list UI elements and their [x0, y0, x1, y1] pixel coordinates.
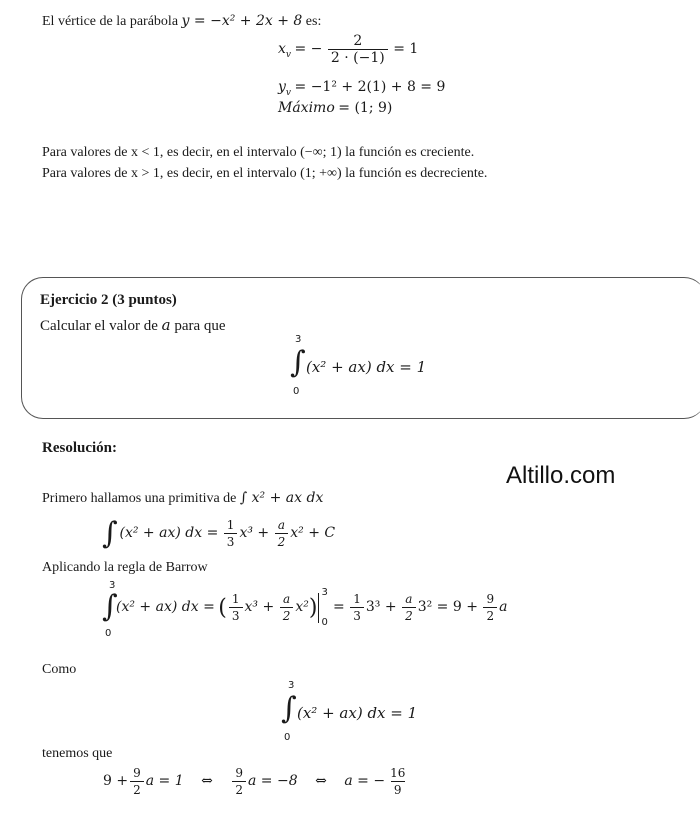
- final-equations: [103, 766, 410, 798]
- frac-den: 2: [483, 607, 497, 624]
- yv-expression: = −1² + 2(1) + 8 = 9: [294, 79, 446, 95]
- definite-integral: [102, 580, 542, 642]
- def-frac-3: [350, 592, 364, 624]
- prompt-suffix: para que: [174, 318, 226, 334]
- frac-num: 9: [486, 592, 495, 606]
- def-frac-1: [229, 592, 243, 624]
- def-term-1: x³ +: [244, 599, 275, 616]
- final-part-b: a = 1: [145, 773, 184, 790]
- frac-den: 2: [402, 607, 416, 624]
- como-body: (x² + ax) dx = 1: [297, 704, 418, 722]
- resolution-heading: Resolución:: [42, 440, 117, 456]
- integral-sign-icon: ∫: [102, 516, 118, 551]
- final-part-c: a = −8: [248, 773, 298, 790]
- iff-arrow-icon: ⇔: [315, 773, 327, 790]
- indef-frac-2: [275, 518, 289, 550]
- indef-term-1: x³ +: [239, 525, 270, 542]
- paren-open: (: [218, 595, 227, 621]
- xv-fraction: [328, 34, 388, 66]
- int-body: (x² + ax) dx = 1: [306, 358, 427, 376]
- def-equals: =: [332, 599, 345, 616]
- vertex-expression: y = −x² + 2x + 8: [181, 13, 303, 29]
- indef-frac-1: [224, 518, 238, 550]
- como-upper-limit: 3: [288, 680, 295, 691]
- paren-close: ): [308, 595, 318, 621]
- vertex-text: El vértice de la parábola: [42, 14, 179, 29]
- xv-label: x: [278, 41, 286, 58]
- indef-term-2: x² + C: [290, 525, 336, 542]
- brand-watermark: Altillo.com: [506, 462, 616, 489]
- frac-num: a: [405, 592, 413, 606]
- xv-eq: = −: [294, 41, 323, 58]
- barrow-statement: Aplicando la regla de Barrow: [42, 560, 208, 575]
- yv-sub: v: [285, 87, 292, 98]
- xv-result: = 1: [393, 41, 419, 58]
- def-upper-limit: 3: [109, 580, 116, 591]
- vertex-statement: [42, 13, 321, 30]
- frac-den: 2: [275, 533, 289, 550]
- def-term-4: 3² = 9 +: [417, 599, 478, 616]
- frac-den: 3: [224, 533, 238, 550]
- yv-label: y: [278, 79, 286, 95]
- eval-upper: 3: [321, 587, 328, 598]
- int-lower-limit: 0: [293, 386, 300, 397]
- frac-num: a: [277, 518, 286, 532]
- primitive-text: Primero hallamos una primitiva de: [42, 491, 237, 506]
- frac-den: 3: [350, 607, 364, 624]
- frac-num: 1: [226, 518, 235, 532]
- int-upper-limit: 3: [295, 334, 302, 345]
- def-frac-2: [280, 592, 294, 624]
- indef-body: (x² + ax) dx =: [119, 525, 219, 542]
- final-part-d: a = −: [344, 773, 386, 790]
- como-lower-limit: 0: [284, 732, 291, 743]
- xv-equation: [278, 34, 418, 66]
- increasing-statement: Para valores de x < 1, es decir, en el intervalo (−∞; 1) la función es creciente.: [42, 145, 475, 160]
- def-expression: [116, 587, 508, 628]
- frac-den: 2: [280, 607, 294, 624]
- final-frac-2: [232, 766, 246, 798]
- frac-den: 9: [391, 781, 405, 798]
- frac-num: 9: [133, 766, 141, 780]
- decreasing-statement: Para valores de x > 1, es decir, en el intervalo (1; +∞) la función es decreciente.: [42, 166, 488, 181]
- integral-sign-icon: ∫: [281, 691, 297, 726]
- exercise-title: Ejercicio 2 (3 puntos): [40, 292, 177, 308]
- evaluation-limits: [319, 587, 329, 628]
- def-frac-4: [402, 592, 416, 624]
- indefinite-integral: [102, 518, 335, 550]
- final-frac-3: [387, 766, 408, 798]
- def-term-2: x²: [295, 599, 309, 616]
- frac-num: 9: [235, 766, 243, 780]
- prompt-var: a: [161, 316, 171, 334]
- eval-lower: 0: [321, 617, 328, 628]
- final-part-a: 9 +: [103, 773, 129, 790]
- def-frac-5: [483, 592, 497, 624]
- iff-arrow-icon: ⇔: [201, 773, 213, 790]
- como-text: Como: [42, 662, 77, 677]
- frac-den: 2: [232, 781, 246, 798]
- integral-sign-icon: ∫: [102, 589, 118, 624]
- xv-sub: v: [285, 50, 291, 61]
- frac-den: 3: [229, 607, 243, 624]
- def-body: (x² + ax) dx =: [116, 599, 215, 616]
- integral-sign-icon: ∫: [290, 345, 306, 380]
- max-value: = (1; 9): [338, 100, 393, 116]
- def-term-5: a: [499, 599, 508, 616]
- vertex-suffix: es:: [305, 14, 322, 29]
- def-term-3: 3³ +: [365, 599, 397, 616]
- frac-num: a: [282, 592, 291, 606]
- frac-num: 1: [231, 592, 240, 606]
- max-label: Máximo: [278, 100, 335, 116]
- prompt-prefix: Calcular el valor de: [40, 318, 158, 334]
- primitive-expression: ∫ x² + ax dx: [239, 490, 324, 506]
- xv-den: 2 · (−1): [328, 49, 388, 66]
- frac-num: 16: [390, 766, 406, 780]
- primitive-statement: [42, 490, 323, 507]
- def-lower-limit: 0: [105, 628, 112, 639]
- tenemos-text: tenemos que: [42, 746, 113, 761]
- xv-num: 2: [353, 33, 363, 49]
- yv-equation: [278, 79, 445, 98]
- maximum-line: [278, 100, 392, 117]
- frac-num: 1: [353, 592, 361, 606]
- final-frac-1: [130, 766, 144, 798]
- frac-den: 2: [130, 781, 144, 798]
- exercise-prompt: [40, 316, 226, 335]
